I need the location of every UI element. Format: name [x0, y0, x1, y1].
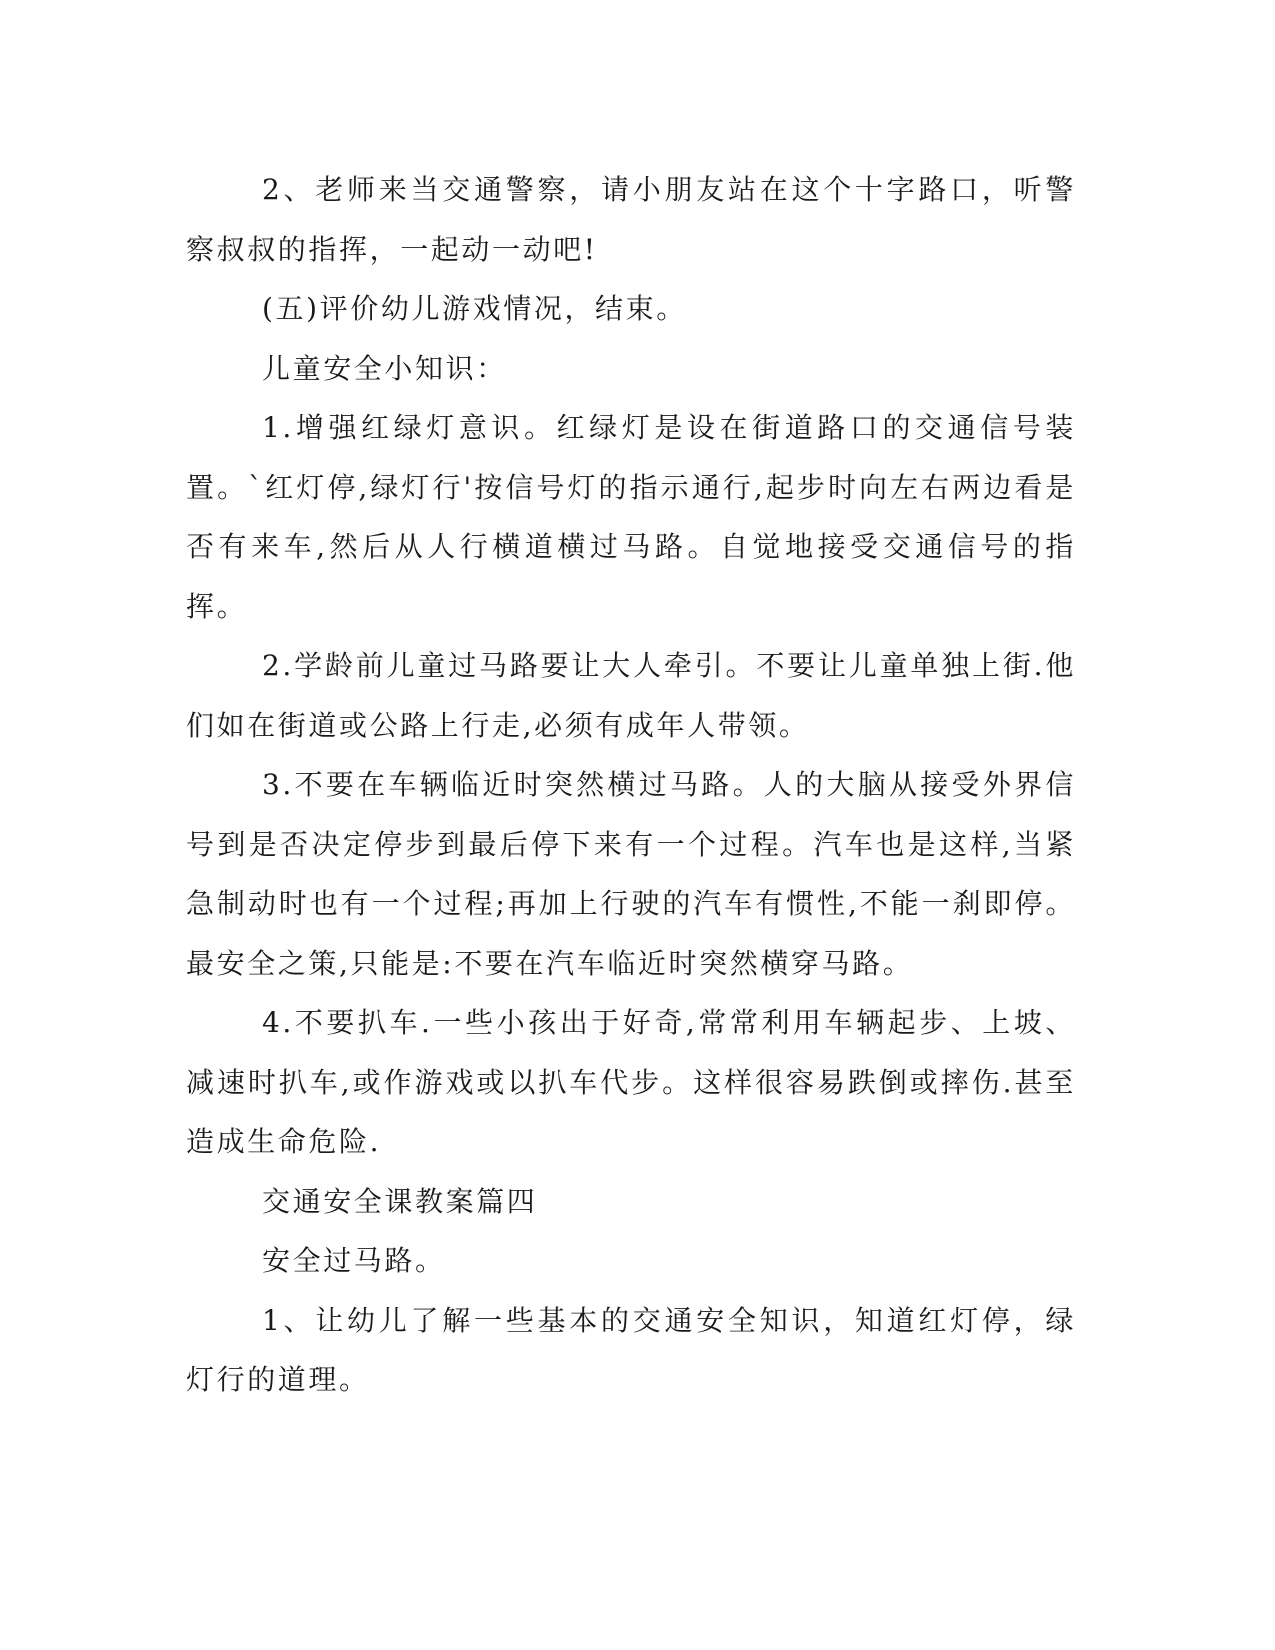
- paragraph-police-game: 2、老师来当交通警察，请小朋友站在这个十字路口，听警察叔叔的指挥，一起动一动吧!: [186, 173, 1076, 266]
- lesson-topic: 安全过马路。: [262, 1244, 446, 1277]
- paragraph-tip-no-sudden-crossing: 3.不要在车辆临近时突然横过马路。人的大脑从接受外界信号到是否决定停步到最后停下来有一个过程。汽车也是这样,当紧急制动时也有一个过程;再加上行驶的汽车有惯性,不能一刹即停。最安全之策,只能是:不要在汽车临近时突然横穿马路。: [186, 768, 1076, 980]
- paragraph-tip-traffic-lights: 1.增强红绿灯意识。红绿灯是设在街道路口的交通信号装置。`红灯停,绿灯行'按信号灯的指示通行,起步时向左右两边看是否有来车,然后从人行横道横过马路。自觉地接受交通信号的指挥。: [186, 411, 1076, 623]
- paragraph-evaluation: (五)评价幼儿游戏情况，结束。: [262, 292, 687, 325]
- paragraph-tip-no-hitching: 4.不要扒车.一些小孩出于好奇,常常利用车辆起步、上坡、减速时扒车,或作游戏或以扒车代步。这样很容易跌倒或摔伤.甚至造成生命危险.: [186, 1006, 1076, 1158]
- paragraph-lesson-goal: 1、让幼儿了解一些基本的交通安全知识，知道红灯停，绿灯行的道理。: [186, 1303, 1076, 1396]
- paragraph-tip-adult-escort: 2.学龄前儿童过马路要让大人牵引。不要让儿童单独上街.他们如在街道或公路上行走,必须有成年人带领。: [186, 649, 1076, 742]
- section-heading-lesson-four: 交通安全课教案篇四: [262, 1184, 538, 1218]
- document-body: [186, 160, 1076, 1410]
- paragraph-safety-tips-heading: 儿童安全小知识：: [262, 351, 507, 385]
